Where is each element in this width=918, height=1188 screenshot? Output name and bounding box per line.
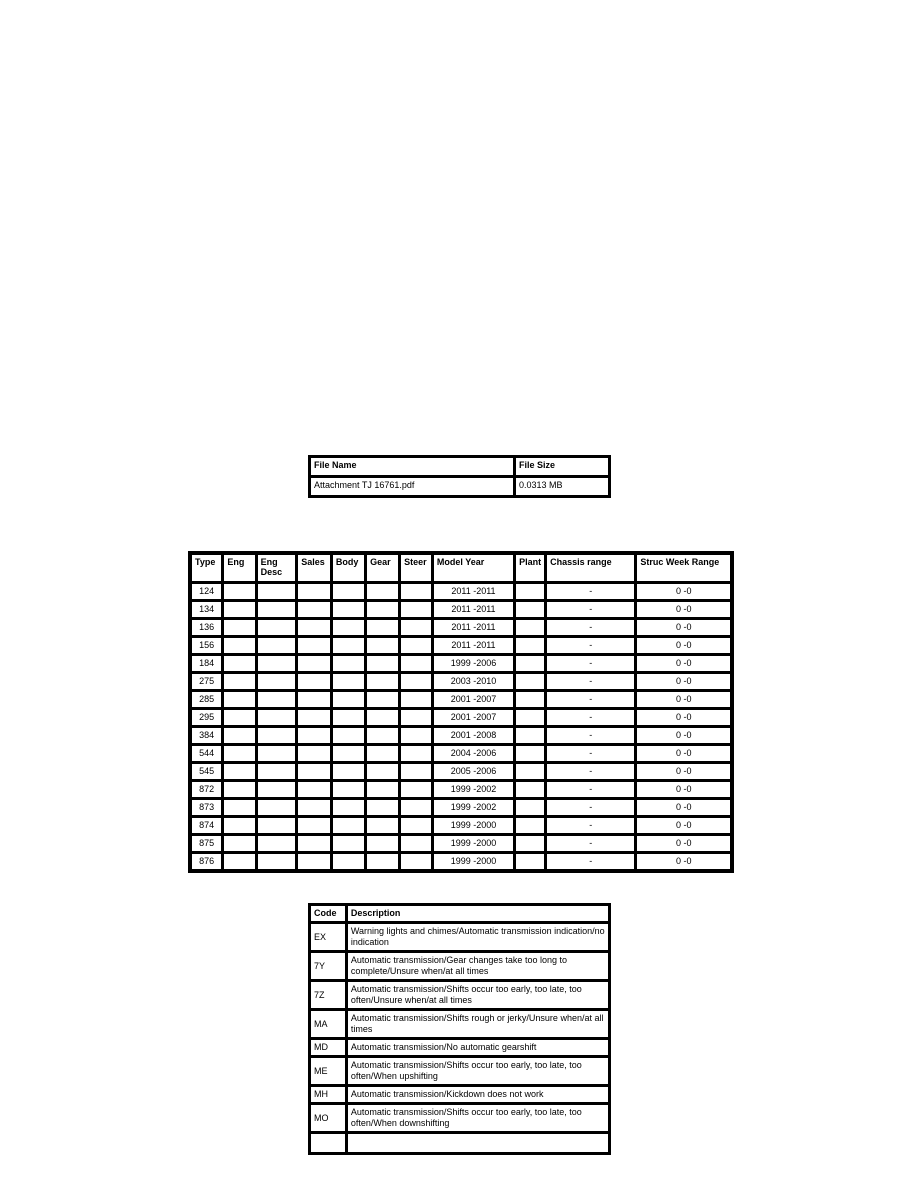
model-cell-plant: [515, 673, 545, 690]
code-cell-description: Automatic transmission/Shifts rough or jerky/Unsure when/at all times: [347, 1010, 609, 1038]
code-cell-description: Automatic transmission/Gear changes take too long to complete/Unsure when/at all times: [347, 952, 609, 980]
model-cell-engdesc: [257, 601, 297, 618]
model-cell-sales: [297, 601, 331, 618]
model-cell-plant: [515, 601, 545, 618]
model-cell-body: [332, 673, 365, 690]
model-cell-modelyear: 1999 -2000: [433, 835, 514, 852]
model-cell-engdesc: [257, 691, 297, 708]
model-cell-gear: [366, 619, 399, 636]
table-row: [191, 853, 731, 870]
model-cell-eng: [223, 853, 255, 870]
code-cell-description: Warning lights and chimes/Automatic transmission indication/no indication: [347, 923, 609, 951]
model-cell-engdesc: [257, 637, 297, 654]
model-cell-plant: [515, 619, 545, 636]
model-header-body: Body: [332, 554, 365, 582]
model-cell-steer: [400, 835, 432, 852]
table-row: [191, 727, 731, 744]
model-cell-plant: [515, 583, 545, 600]
model-header-chassisrange: Chassis range: [546, 554, 635, 582]
model-cell-engdesc: [257, 727, 297, 744]
table-row: [191, 619, 731, 636]
code-cell-code: MD: [310, 1039, 346, 1056]
model-cell-chassisrange: -: [546, 655, 635, 672]
model-cell-modelyear: 2003 -2010: [433, 673, 514, 690]
model-header-strucweekrange: Struc Week Range: [636, 554, 731, 582]
model-cell-chassisrange: -: [546, 835, 635, 852]
model-cell-steer: [400, 583, 432, 600]
table-row: [191, 799, 731, 816]
model-cell-body: [332, 619, 365, 636]
code-cell-description: Automatic transmission/No automatic gearshift: [347, 1039, 609, 1056]
model-cell-strucweekrange: 0 -0: [636, 799, 731, 816]
file-attachment-section: [308, 455, 611, 498]
model-cell-steer: [400, 817, 432, 834]
model-cell-plant: [515, 745, 545, 762]
model-cell-gear: [366, 799, 399, 816]
model-cell-gear: [366, 601, 399, 618]
model-cell-type: 874: [191, 817, 222, 834]
code-cell-code: EX: [310, 923, 346, 951]
model-cell-engdesc: [257, 745, 297, 762]
model-cell-steer: [400, 763, 432, 780]
code-cell-description: Automatic transmission/Shifts occur too early, too late, too often/Unsure when/at all times: [347, 981, 609, 1009]
code-cell-code: 7Z: [310, 981, 346, 1009]
model-cell-type: 873: [191, 799, 222, 816]
model-cell-gear: [366, 709, 399, 726]
model-header-type: Type: [191, 554, 222, 582]
model-cell-type: 285: [191, 691, 222, 708]
model-applicability-section: [188, 551, 734, 873]
model-cell-body: [332, 763, 365, 780]
table-row: [310, 1057, 609, 1085]
model-cell-sales: [297, 817, 331, 834]
model-header-plant: Plant: [515, 554, 545, 582]
model-cell-steer: [400, 781, 432, 798]
file-table-header-name: File Name: [310, 457, 514, 476]
model-cell-gear: [366, 655, 399, 672]
model-cell-plant: [515, 817, 545, 834]
model-cell-steer: [400, 691, 432, 708]
code-header-code: Code: [310, 905, 346, 922]
model-cell-strucweekrange: 0 -0: [636, 817, 731, 834]
model-cell-strucweekrange: 0 -0: [636, 853, 731, 870]
model-cell-sales: [297, 583, 331, 600]
table-row: [310, 923, 609, 951]
model-cell-eng: [223, 835, 255, 852]
model-cell-modelyear: 2011 -2011: [433, 601, 514, 618]
table-row: [310, 1133, 609, 1153]
model-cell-engdesc: [257, 817, 297, 834]
model-cell-eng: [223, 727, 255, 744]
model-cell-modelyear: 2011 -2011: [433, 637, 514, 654]
model-cell-eng: [223, 691, 255, 708]
model-table: [188, 551, 734, 873]
code-cell-description: Automatic transmission/Shifts occur too early, too late, too often/When downshifting: [347, 1104, 609, 1132]
file-table-header-row: [310, 457, 609, 476]
model-cell-engdesc: [257, 673, 297, 690]
model-cell-steer: [400, 673, 432, 690]
model-cell-type: 544: [191, 745, 222, 762]
model-cell-type: 275: [191, 673, 222, 690]
code-cell-code: MA: [310, 1010, 346, 1038]
code-cell-description: [347, 1133, 609, 1153]
model-cell-engdesc: [257, 799, 297, 816]
model-cell-strucweekrange: 0 -0: [636, 781, 731, 798]
model-cell-steer: [400, 619, 432, 636]
model-cell-strucweekrange: 0 -0: [636, 673, 731, 690]
model-cell-modelyear: 1999 -2002: [433, 781, 514, 798]
model-cell-modelyear: 2001 -2008: [433, 727, 514, 744]
model-cell-modelyear: 1999 -2000: [433, 853, 514, 870]
model-cell-steer: [400, 799, 432, 816]
model-cell-type: 124: [191, 583, 222, 600]
model-cell-body: [332, 655, 365, 672]
model-cell-eng: [223, 655, 255, 672]
model-cell-strucweekrange: 0 -0: [636, 583, 731, 600]
model-cell-gear: [366, 691, 399, 708]
model-cell-eng: [223, 709, 255, 726]
model-cell-body: [332, 781, 365, 798]
table-row: [310, 981, 609, 1009]
model-cell-chassisrange: -: [546, 709, 635, 726]
model-header-modelyear: Model Year: [433, 554, 514, 582]
model-header-eng: Eng: [223, 554, 255, 582]
table-row: [310, 952, 609, 980]
model-cell-engdesc: [257, 655, 297, 672]
code-cell-code: MO: [310, 1104, 346, 1132]
model-cell-type: 156: [191, 637, 222, 654]
model-cell-type: 134: [191, 601, 222, 618]
model-cell-plant: [515, 799, 545, 816]
model-header-gear: Gear: [366, 554, 399, 582]
model-cell-chassisrange: -: [546, 601, 635, 618]
model-cell-modelyear: 1999 -2006: [433, 655, 514, 672]
model-cell-gear: [366, 853, 399, 870]
code-cell-description: Automatic transmission/Shifts occur too early, too late, too often/When upshifting: [347, 1057, 609, 1085]
code-table-header-row: [310, 905, 609, 922]
file-name-cell: Attachment TJ 16761.pdf: [310, 477, 514, 496]
model-cell-chassisrange: -: [546, 763, 635, 780]
model-cell-gear: [366, 673, 399, 690]
symptom-code-section: [308, 903, 611, 1155]
model-cell-steer: [400, 601, 432, 618]
model-cell-steer: [400, 655, 432, 672]
model-cell-gear: [366, 817, 399, 834]
model-cell-sales: [297, 709, 331, 726]
model-cell-chassisrange: -: [546, 817, 635, 834]
model-cell-engdesc: [257, 781, 297, 798]
model-cell-body: [332, 727, 365, 744]
table-row: [191, 817, 731, 834]
model-cell-engdesc: [257, 763, 297, 780]
table-row: [310, 1010, 609, 1038]
model-cell-plant: [515, 727, 545, 744]
table-row: [191, 835, 731, 852]
model-cell-type: 295: [191, 709, 222, 726]
model-cell-strucweekrange: 0 -0: [636, 655, 731, 672]
table-row: [191, 745, 731, 762]
model-cell-eng: [223, 673, 255, 690]
table-row: [310, 1086, 609, 1103]
model-table-header-row: [191, 554, 731, 582]
code-cell-code: 7Y: [310, 952, 346, 980]
model-header-engdesc: Eng Desc: [257, 554, 297, 582]
model-cell-body: [332, 691, 365, 708]
table-row: [191, 763, 731, 780]
table-row: [191, 637, 731, 654]
model-cell-type: 875: [191, 835, 222, 852]
model-cell-steer: [400, 727, 432, 744]
file-size-cell: 0.0313 MB: [515, 477, 609, 496]
model-cell-engdesc: [257, 619, 297, 636]
model-cell-eng: [223, 637, 255, 654]
model-cell-strucweekrange: 0 -0: [636, 691, 731, 708]
model-cell-plant: [515, 637, 545, 654]
model-cell-sales: [297, 691, 331, 708]
model-cell-chassisrange: -: [546, 853, 635, 870]
code-table: [308, 903, 611, 1155]
model-cell-type: 876: [191, 853, 222, 870]
table-row: [191, 673, 731, 690]
model-cell-chassisrange: -: [546, 619, 635, 636]
model-cell-plant: [515, 853, 545, 870]
model-cell-strucweekrange: 0 -0: [636, 637, 731, 654]
table-row: [310, 1039, 609, 1056]
model-cell-chassisrange: -: [546, 727, 635, 744]
table-row: [191, 709, 731, 726]
table-row: [310, 1104, 609, 1132]
model-cell-strucweekrange: 0 -0: [636, 727, 731, 744]
model-cell-eng: [223, 619, 255, 636]
model-cell-sales: [297, 799, 331, 816]
model-cell-sales: [297, 745, 331, 762]
table-row: [191, 601, 731, 618]
model-cell-type: 136: [191, 619, 222, 636]
code-cell-code: MH: [310, 1086, 346, 1103]
model-cell-engdesc: [257, 835, 297, 852]
file-table-header-size: File Size: [515, 457, 609, 476]
model-cell-body: [332, 709, 365, 726]
model-cell-steer: [400, 637, 432, 654]
model-cell-sales: [297, 853, 331, 870]
model-cell-eng: [223, 583, 255, 600]
model-cell-steer: [400, 709, 432, 726]
model-cell-chassisrange: -: [546, 583, 635, 600]
model-cell-type: 545: [191, 763, 222, 780]
model-cell-sales: [297, 655, 331, 672]
model-cell-steer: [400, 853, 432, 870]
model-cell-strucweekrange: 0 -0: [636, 619, 731, 636]
code-cell-code: ME: [310, 1057, 346, 1085]
model-cell-steer: [400, 745, 432, 762]
model-cell-gear: [366, 637, 399, 654]
model-cell-sales: [297, 727, 331, 744]
model-cell-chassisrange: -: [546, 691, 635, 708]
model-cell-eng: [223, 817, 255, 834]
model-cell-modelyear: 2005 -2006: [433, 763, 514, 780]
code-cell-description: Automatic transmission/Kickdown does not work: [347, 1086, 609, 1103]
model-cell-modelyear: 2004 -2006: [433, 745, 514, 762]
table-row: [191, 655, 731, 672]
model-cell-strucweekrange: 0 -0: [636, 745, 731, 762]
model-cell-type: 872: [191, 781, 222, 798]
table-row: [191, 781, 731, 798]
model-cell-chassisrange: -: [546, 745, 635, 762]
model-cell-modelyear: 2011 -2011: [433, 619, 514, 636]
model-cell-body: [332, 745, 365, 762]
model-cell-strucweekrange: 0 -0: [636, 763, 731, 780]
model-cell-chassisrange: -: [546, 799, 635, 816]
model-header-steer: Steer: [400, 554, 432, 582]
model-cell-body: [332, 817, 365, 834]
model-cell-eng: [223, 745, 255, 762]
model-cell-body: [332, 799, 365, 816]
model-cell-gear: [366, 745, 399, 762]
code-header-description: Description: [347, 905, 609, 922]
model-cell-body: [332, 583, 365, 600]
model-cell-plant: [515, 709, 545, 726]
table-row: [191, 583, 731, 600]
table-row: [191, 691, 731, 708]
model-cell-gear: [366, 781, 399, 798]
model-cell-gear: [366, 583, 399, 600]
model-cell-chassisrange: -: [546, 673, 635, 690]
model-cell-sales: [297, 781, 331, 798]
model-cell-sales: [297, 637, 331, 654]
model-cell-modelyear: 1999 -2000: [433, 817, 514, 834]
model-cell-sales: [297, 673, 331, 690]
model-cell-engdesc: [257, 583, 297, 600]
model-cell-gear: [366, 727, 399, 744]
model-cell-body: [332, 637, 365, 654]
model-cell-body: [332, 835, 365, 852]
model-cell-strucweekrange: 0 -0: [636, 601, 731, 618]
model-cell-eng: [223, 763, 255, 780]
code-cell-code: [310, 1133, 346, 1153]
model-cell-sales: [297, 835, 331, 852]
model-cell-plant: [515, 781, 545, 798]
file-table: [308, 455, 611, 498]
model-cell-type: 384: [191, 727, 222, 744]
model-cell-type: 184: [191, 655, 222, 672]
table-row: [310, 477, 609, 496]
model-cell-eng: [223, 601, 255, 618]
model-cell-plant: [515, 835, 545, 852]
model-cell-body: [332, 601, 365, 618]
model-cell-modelyear: 2011 -2011: [433, 583, 514, 600]
model-cell-gear: [366, 835, 399, 852]
model-cell-engdesc: [257, 709, 297, 726]
model-cell-strucweekrange: 0 -0: [636, 709, 731, 726]
model-cell-eng: [223, 781, 255, 798]
model-cell-plant: [515, 655, 545, 672]
model-cell-eng: [223, 799, 255, 816]
model-cell-modelyear: 2001 -2007: [433, 709, 514, 726]
model-cell-plant: [515, 763, 545, 780]
model-cell-chassisrange: -: [546, 637, 635, 654]
model-cell-sales: [297, 763, 331, 780]
model-cell-body: [332, 853, 365, 870]
model-cell-strucweekrange: 0 -0: [636, 835, 731, 852]
model-cell-engdesc: [257, 853, 297, 870]
model-cell-chassisrange: -: [546, 781, 635, 798]
model-cell-gear: [366, 763, 399, 780]
model-cell-sales: [297, 619, 331, 636]
model-cell-plant: [515, 691, 545, 708]
model-cell-modelyear: 2001 -2007: [433, 691, 514, 708]
model-header-sales: Sales: [297, 554, 331, 582]
model-cell-modelyear: 1999 -2002: [433, 799, 514, 816]
